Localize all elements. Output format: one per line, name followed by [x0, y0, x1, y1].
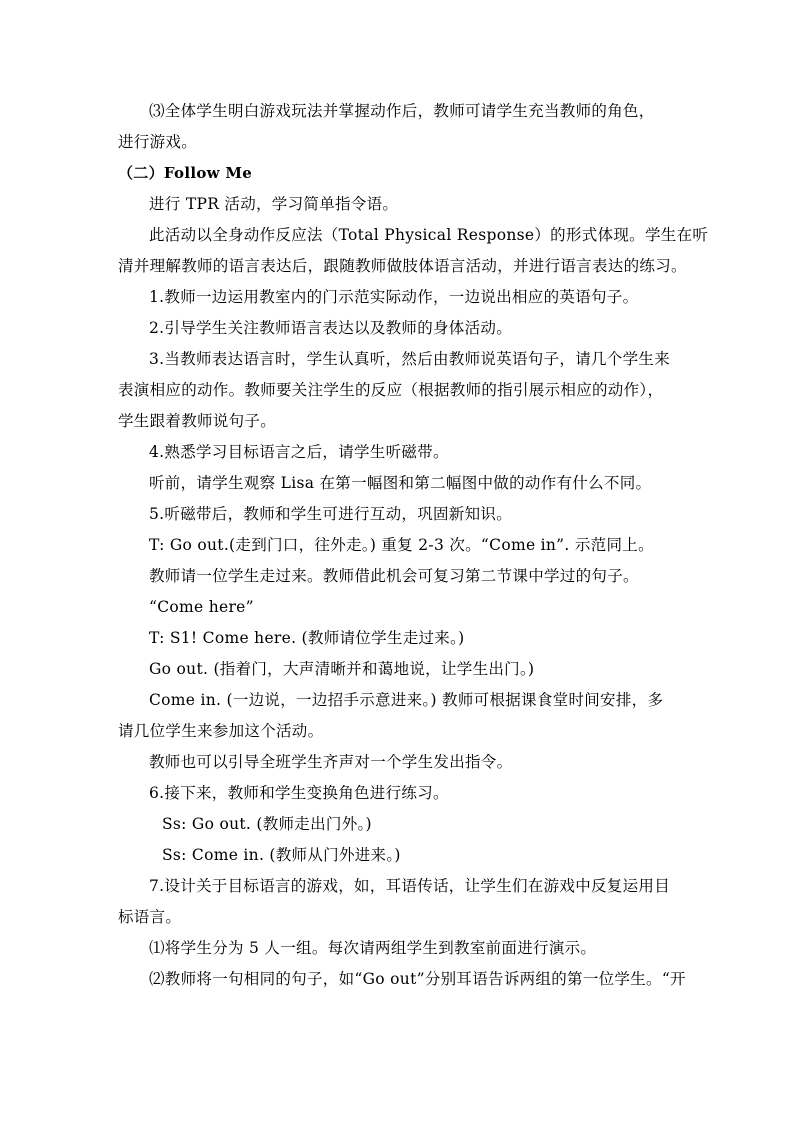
section-heading: （二）Follow Me [118, 164, 253, 182]
text-line: 清并理解教师的语言表达后，跟随教师做肢体语言活动，并进行语言表达的练习。 [118, 257, 687, 275]
text-line: 标语言。 [118, 908, 182, 926]
text-line: ⑵教师将一句相同的句子，如“Go out”分别耳语告诉两组的第一位学生。“开 [149, 970, 686, 988]
text-line: 进行游戏。 [118, 133, 198, 151]
text-line: Come in. (一边说，一边招手示意进来。) 教师可根据课食堂时间安排，多 [149, 691, 664, 709]
text-line: 5.听磁带后，教师和学生可进行互动，巩固新知识。 [149, 505, 512, 523]
text-line: 6.接下来，教师和学生变换角色进行练习。 [149, 784, 449, 802]
text-line: 此活动以全身动作反应法（Total Physical Response）的形式体现。学生在听 [149, 226, 709, 244]
text-line: 教师也可以引导全班学生齐声对一个学生发出指令。 [149, 753, 513, 771]
text-line: 7.设计关于目标语言的游戏，如，耳语传话，让学生们在游戏中反复运用目 [149, 877, 670, 895]
text-line: 请几位学生来参加这个活动。 [118, 722, 324, 740]
document-page [118, 96, 709, 995]
text-line: 表演相应的动作。教师要关注学生的反应（根据教师的指引展示相应的动作）， [118, 381, 664, 399]
text-line: ⑶全体学生明白游戏玩法并掌握动作后，教师可请学生充当教师的角色， [149, 102, 655, 120]
text-line: Go out. (指着门，大声清晰并和蔼地说，让学生出门。) [149, 660, 535, 678]
text-line: 1.教师一边运用教室内的门示范实际动作，一边说出相应的英语句子。 [149, 288, 639, 306]
text-line: T: Go out.(走到门口，往外走。) 重复 2-3 次。“Come in”. 示范同上。 [149, 536, 654, 554]
text-line: 进行 TPR 活动，学习简单指令语。 [149, 195, 399, 213]
text-line: Ss: Come in. (教师从门外进来。) [162, 846, 401, 864]
text-line: “Come here” [149, 598, 254, 616]
text-line: 教师请一位学生走过来。教师借此机会可复习第二节课中学过的句子。 [149, 567, 639, 585]
text-line: 3.当教师表达语言时，学生认真听，然后由教师说英语句子，请几个学生来 [149, 350, 670, 368]
text-line: ⑴将学生分为 5 人一组。每次请两组学生到教室前面进行演示。 [149, 939, 597, 957]
text-line: 听前，请学生观察 Lisa 在第一幅图和第二幅图中做的动作有什么不同。 [149, 474, 652, 492]
text-line: 2.引导学生关注教师语言表达以及教师的身体活动。 [149, 319, 512, 337]
text-line: 4.熟悉学习目标语言之后，请学生听磁带。 [149, 443, 449, 461]
text-line: Ss: Go out. (教师走出门外。) [162, 815, 372, 833]
text-line: T: S1! Come here. (教师请位学生走过来。) [149, 629, 465, 647]
text-line: 学生跟着教师说句子。 [118, 412, 277, 430]
